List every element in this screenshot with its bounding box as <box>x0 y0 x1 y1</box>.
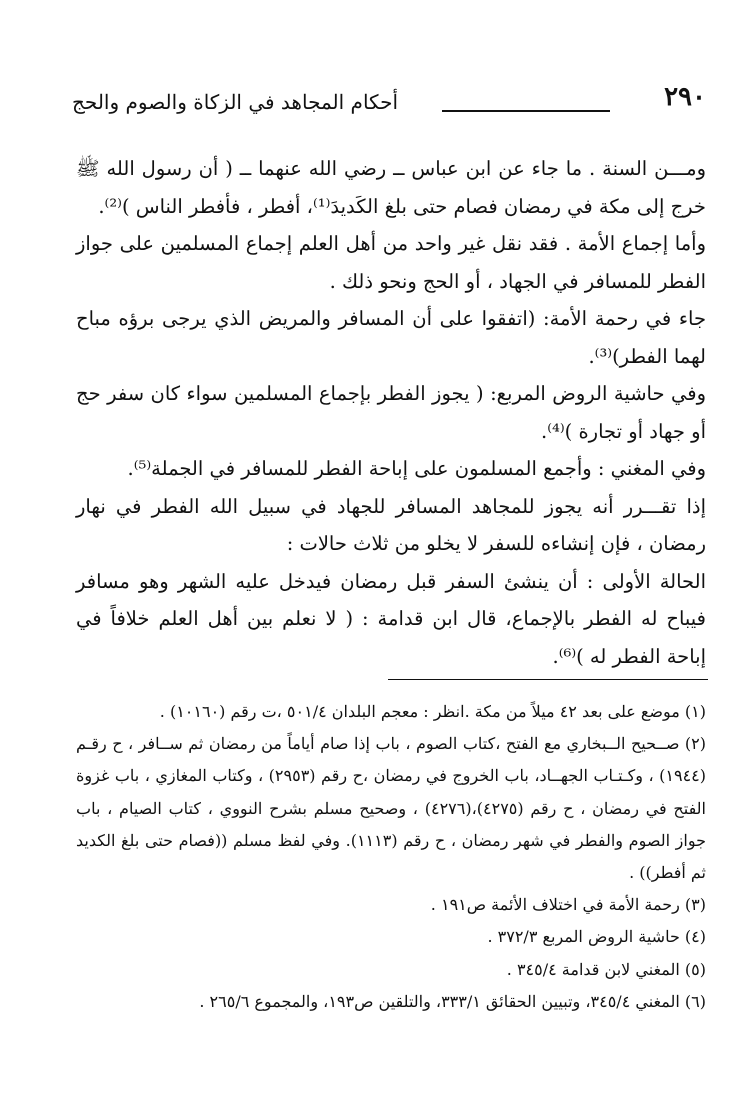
footnote: (٦) المغني ٣٤٥/٤، وتبيين الحقائق ٣٣٣/١، والتلقين ص١٩٣، والمجموع ٢٦٥/٦ . <box>199 991 706 1011</box>
paragraph: الحالة الأولى : أن ينشئ السفر قبل رمضان فيدخل عليه الشهر وهو مسافر فيباح له الفطر بالإجماع، قال ابن قدامة : ( لا نعلم بين أهل العلم خلافاً في إباحة الفطر له )⁽⁶⁾. <box>76 569 706 668</box>
running-title: أحكام المجاهد في الزكاة والصوم والحج <box>72 90 398 114</box>
footnote: (٣) رحمة الأمة في اختلاف الأئمة ص١٩١ . <box>430 895 706 915</box>
footnote: (٤) حاشية الروض المربع ٣٧٢/٣ . <box>487 927 706 947</box>
paragraph: وفي المغني : وأجمع المسلمون على إباحة الفطر للمسافر في الجملة⁽⁵⁾. <box>127 457 706 480</box>
footnote: (٢) صــحيح الــبخاري مع الفتح ،كتاب الصوم ، باب إذا صام أياماً من رمضان ثم ســافر ، ح رقـم (١٩٤٤) ، وكـتـاب الجهــاد، باب الخروج في رمضان ،ح رقم (٢٩٥٣) ، وكتاب المغازي ، باب غزوة الفتح في رمضان ، ح رقم (٤٢٧٥)،(٤٢٧٦) ، وصحيح مسلم بشرح النووي ، كتاب الصيام ، باب جواز الصوم والفطر في شهر رمضان ، ح رقم (١١١٣). وفي لفظ مسلم ((فصام حتى بلغ الكديد ثم أفطر)) . <box>76 734 707 883</box>
page-header <box>72 82 706 122</box>
footnotes <box>76 696 706 1018</box>
paragraph: وفي حاشية الروض المربع: ( يجوز الفطر بإجماع المسلمين سواء كان سفر حج أو جهاد أو تجارة )⁽⁴⁾. <box>76 382 706 443</box>
paragraph: جاء في رحمة الأمة: (اتفقوا على أن المسافر والمريض الذي يرجى برؤه مباح لهما الفطر)⁽³⁾. <box>76 307 706 368</box>
footnote: (١) موضع على بعد ٤٢ ميلاً من مكة .انظر : معجم البلدان ٥٠١/٤ ،ت رقم (١٠١٦٠) . <box>159 702 706 721</box>
header-rule <box>442 110 610 112</box>
page-number: ٢٩٠ <box>664 82 706 112</box>
footnote-separator <box>388 679 708 680</box>
paragraph: وأما إجماع الأمة . فقد نقل غير واحد من أهل العلم إجماع المسلمين على جواز الفطر للمسافر في الجهاد ، أو الحج ونحو ذلك . <box>76 232 706 293</box>
main-text <box>76 150 706 675</box>
paragraph: ومـــن السنة . ما جاء عن ابن عباس ــ رضي الله عنهما ــ ( أن رسول الله ﷺ خرج إلى مكة في رمضان فصام حتى بلغ الكَديدَ⁽¹⁾، أفطر ، فأفطر الناس )⁽²⁾. <box>76 157 706 218</box>
footnote: (٥) المغني لابن قدامة ٣٤٥/٤ . <box>506 959 706 979</box>
paragraph: إذا تقـــرر أنه يجوز للمجاهد المسافر للجهاد في سبيل الله الفطر في نهار رمضان ، فإن إنشاءه للسفر لا يخلو من ثلاث حالات : <box>76 494 706 555</box>
